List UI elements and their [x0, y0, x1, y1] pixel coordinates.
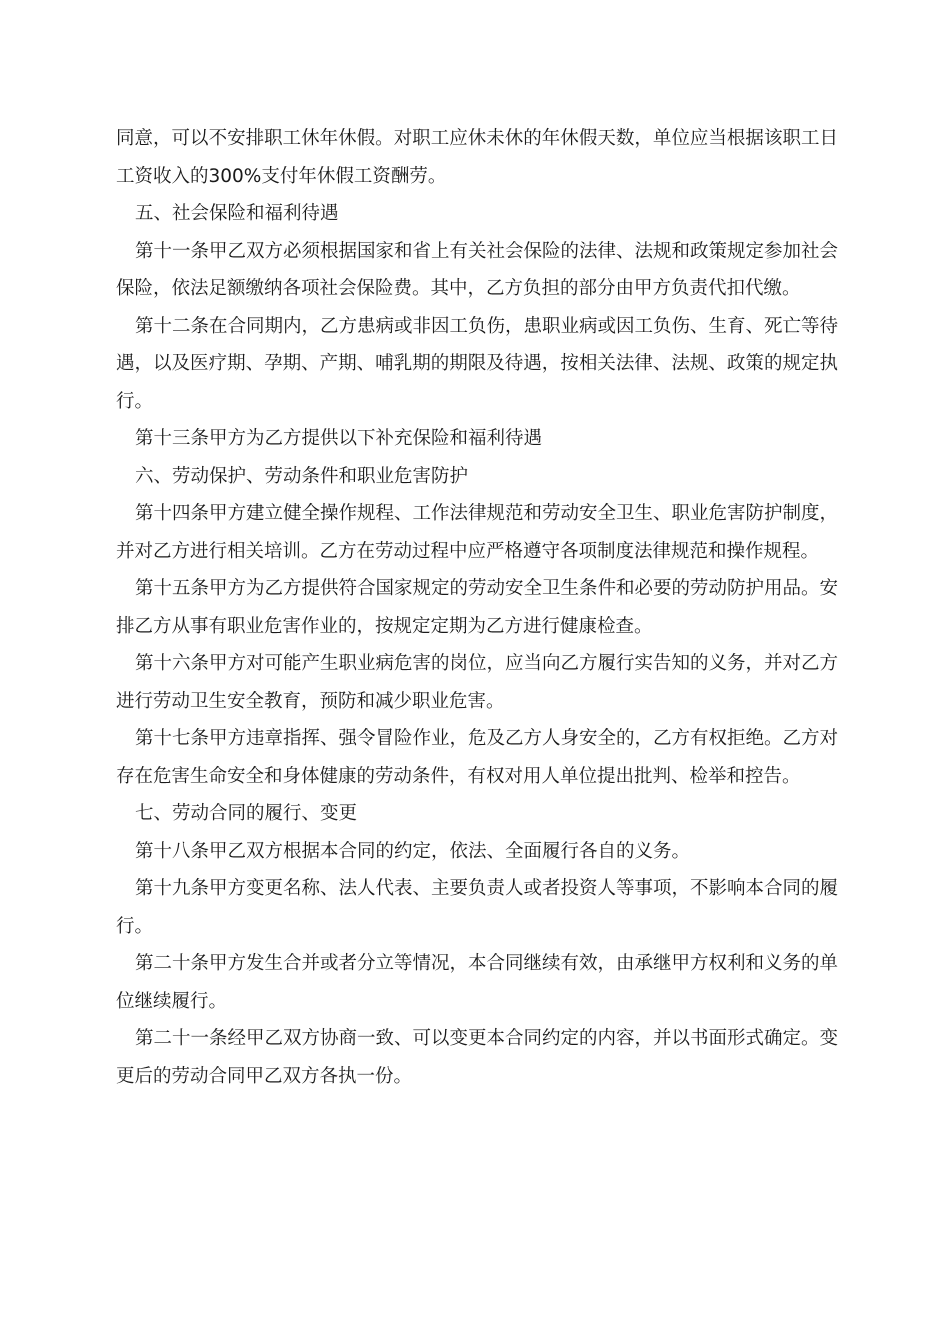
- section-heading-7: 七、劳动合同的履行、变更: [135, 803, 358, 824]
- article-12: 第十二条在合同期内，乙方患病或非因工负伤，患职业病或因工负伤、生育、死亡等待遇，以及医疗期、孕期、产期、哺乳期的期限及待遇，按相关法律、法规、政策的规定执行。: [116, 315, 839, 412]
- article-16: 第十六条甲方对可能产生职业病危害的岗位，应当向乙方履行实告知的义务，并对乙方进行劳动卫生安全教育，预防和减少职业危害。: [116, 653, 839, 712]
- article-14: 第十四条甲方建立健全操作规程、工作法律规范和劳动安全卫生、职业危害防护制度，并对乙方进行相关培训。乙方在劳动过程中应严格遵守各项制度法律规范和操作规程。: [116, 503, 839, 562]
- article-20: 第二十条甲方发生合并或者分立等情况，本合同继续有效，由承继甲方权利和义务的单位继续履行。: [116, 953, 839, 1012]
- article-19: 第十九条甲方变更名称、法人代表、主要负责人或者投资人等事项，不影响本合同的履行。: [116, 878, 839, 937]
- article-15: 第十五条甲方为乙方提供符合国家规定的劳动安全卫生条件和必要的劳动防护用品。安排乙方从事有职业危害作业的，按规定定期为乙方进行健康检查。: [116, 578, 839, 637]
- section-heading-6: 六、劳动保护、劳动条件和职业危害防护: [135, 465, 469, 487]
- article-21: 第二十一条经甲乙双方协商一致、可以变更本合同约定的内容，并以书面形式确定。变更后的劳动合同甲乙双方各执一份。: [116, 1028, 839, 1087]
- article-18: 第十八条甲乙双方根据本合同的约定，依法、全面履行各自的义务。: [135, 840, 691, 862]
- article-17: 第十七条甲方违章指挥、强令冒险作业，危及乙方人身安全的，乙方有权拒绝。乙方对存在危害生命安全和身体健康的劳动条件，有权对用人单位提出批判、检举和控告。: [116, 728, 839, 787]
- paragraph-annual-leave-cont: 同意，可以不安排职工休年休假。对职工应休未休的年休假天数，单位应当根据该职工日工资收入的300%支付年休假工资酬劳。: [116, 128, 838, 187]
- section-heading-5: 五、社会保险和福利待遇: [135, 203, 339, 224]
- document-body: [116, 120, 838, 1095]
- article-11: 第十一条甲乙双方必须根据国家和省上有关社会保险的法律、法规和政策规定参加社会保险，依法足额缴纳各项社会保险费。其中，乙方负担的部分由甲方负责代扣代缴。: [116, 240, 839, 299]
- article-13: 第十三条甲方为乙方提供以下补充保险和福利待遇: [135, 428, 543, 449]
